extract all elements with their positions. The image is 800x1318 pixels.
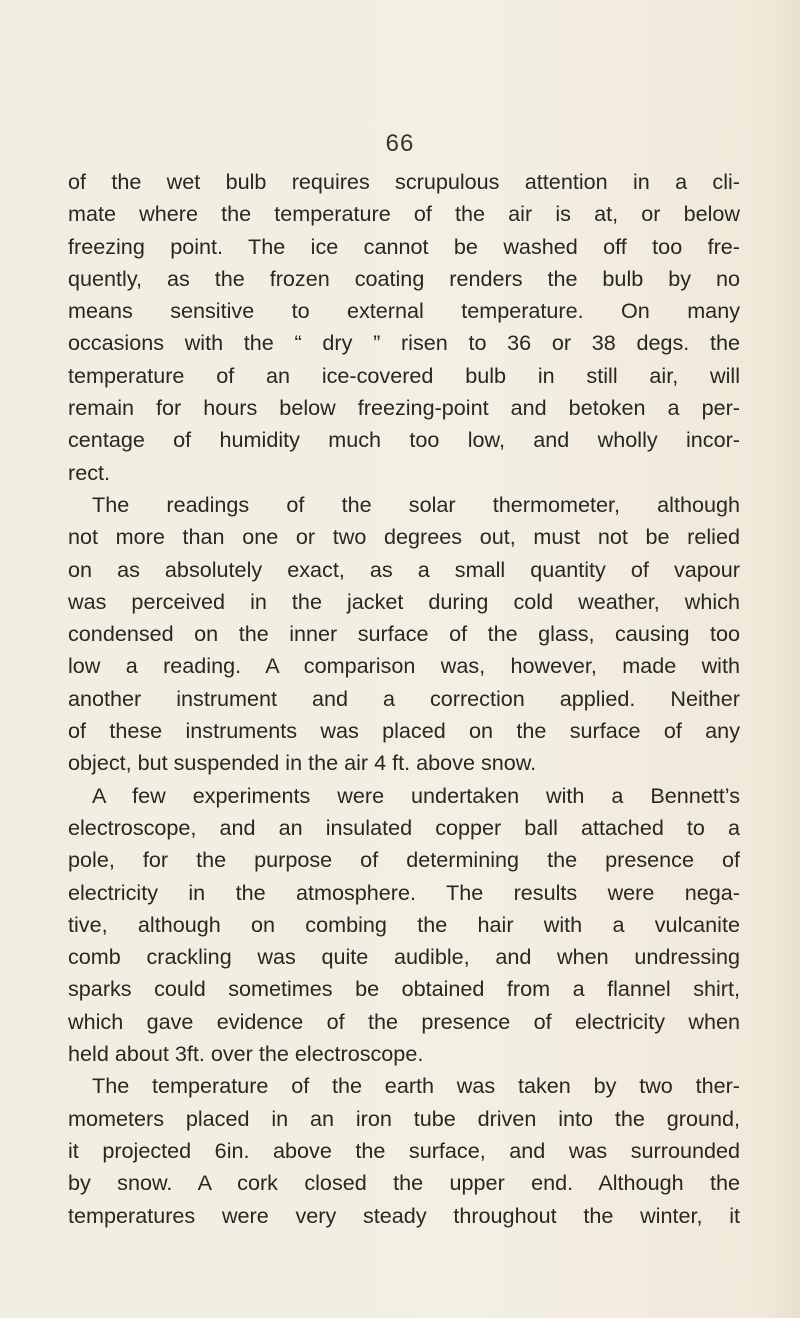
text-line: temperature of an ice-covered bulb in still air, will: [68, 362, 740, 388]
text-line: means sensitive to external temperature. On many: [68, 298, 740, 324]
text-line: held about 3ft. over the electroscope.: [68, 1041, 424, 1067]
text-line: electroscope, and an insulated copper ball attached to a: [68, 814, 740, 840]
text-line: which gave evidence of the presence of electricity when: [68, 1008, 740, 1034]
page-number: 66: [385, 130, 415, 157]
text-line: not more than one or two degrees out, must not be relied: [68, 524, 740, 550]
text-line: remain for hours below freezing-point and betoken a per-: [68, 395, 740, 421]
text-line: mometers placed in an iron tube driven into the ground,: [68, 1105, 740, 1131]
text-line: freezing point. The ice cannot be washed off too fre-: [68, 233, 740, 259]
text-line: rect.: [68, 459, 110, 485]
text-line: temperatures were very steady throughout the winter, it: [68, 1202, 740, 1228]
text-line: was perceived in the jacket during cold weather, which: [68, 588, 740, 614]
text-line: it projected 6in. above the surface, and was surrounded: [68, 1137, 740, 1163]
text-line: by snow. A cork closed the upper end. Although the: [68, 1170, 740, 1196]
text-line: object, but suspended in the air 4 ft. above snow.: [68, 750, 537, 776]
text-line: tive, although on combing the hair with a vulcanite: [68, 911, 740, 937]
text-line: sparks could sometimes be obtained from a flannel shirt,: [68, 976, 740, 1002]
text-line: occasions with the “ dry ” risen to 36 or 38 degs. the: [68, 330, 740, 356]
text-line: centage of humidity much too low, and wholly incor-: [68, 427, 740, 453]
text-line: another instrument and a correction applied. Neither: [68, 685, 740, 711]
text-line: comb crackling was quite audible, and when undressing: [68, 944, 740, 970]
text-line: quently, as the frozen coating renders the bulb by no: [68, 265, 740, 291]
text-line: The temperature of the earth was taken by two ther-: [92, 1073, 740, 1099]
body-text: [68, 166, 740, 1232]
text-line: pole, for the purpose of determining the presence of: [68, 847, 740, 873]
text-line: on as absolutely exact, as a small quantity of vapour: [68, 556, 740, 582]
text-line: low a reading. A comparison was, however, made with: [68, 653, 740, 679]
text-line: condensed on the inner surface of the glass, causing too: [68, 621, 740, 647]
text-line: of the wet bulb requires scrupulous attention in a cli-: [68, 169, 740, 194]
text-line: The readings of the solar thermometer, although: [92, 491, 740, 517]
text-line: electricity in the atmosphere. The results were nega-: [68, 879, 740, 905]
text-line: of these instruments was placed on the surface of any: [68, 718, 740, 744]
text-line: mate where the temperature of the air is at, or below: [68, 201, 740, 227]
text-line: A few experiments were undertaken with a Bennett’s: [92, 782, 740, 808]
